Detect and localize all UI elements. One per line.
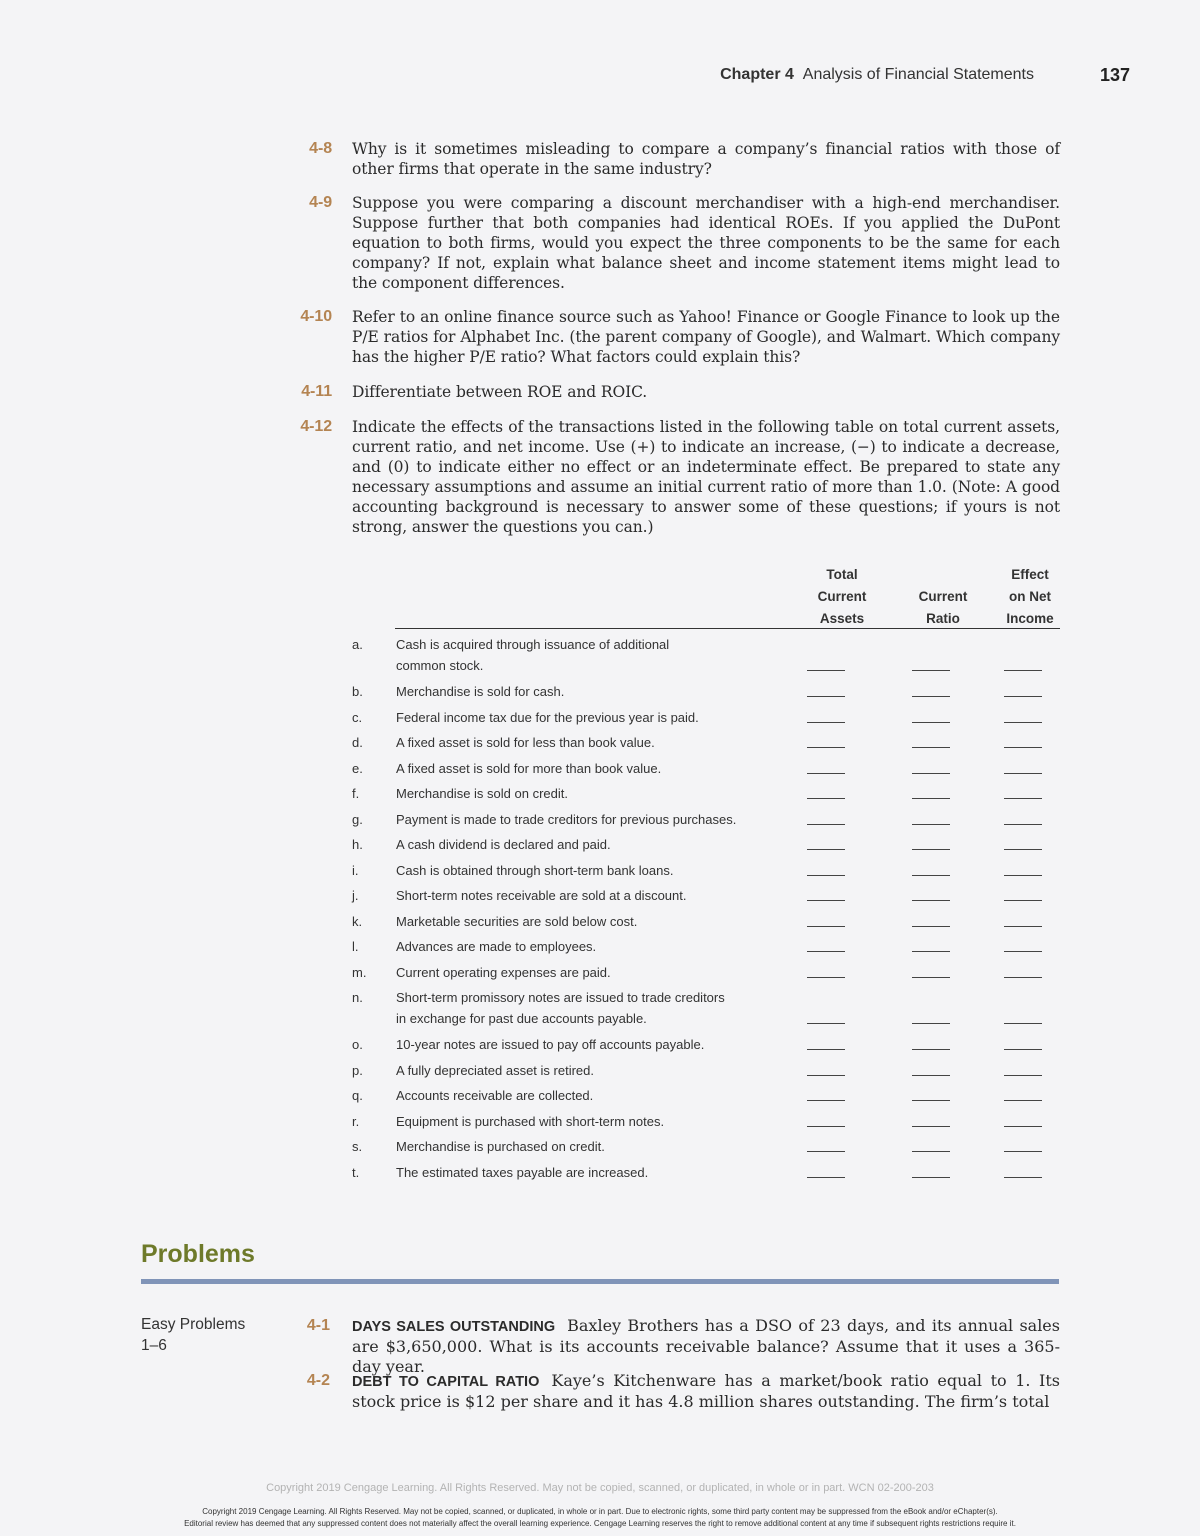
row-letter: k. xyxy=(352,913,363,929)
answer-blank-current-ratio[interactable] xyxy=(912,722,950,723)
answer-blank-current-assets[interactable] xyxy=(807,1049,845,1050)
answer-blank-current-ratio[interactable] xyxy=(912,747,950,748)
answer-blank-current-assets[interactable] xyxy=(807,951,845,952)
answer-blank-current-ratio[interactable] xyxy=(912,977,950,978)
question-number: 4-8 xyxy=(309,140,332,157)
row-description xyxy=(396,732,786,753)
answer-blank-current-assets[interactable] xyxy=(807,1075,845,1076)
answer-blank-current-assets[interactable] xyxy=(807,1151,845,1152)
answer-blank-net-income[interactable] xyxy=(1004,696,1042,697)
table-header-rule xyxy=(395,628,1060,629)
row-letter: e. xyxy=(352,760,363,776)
copyright-watermark: Copyright 2019 Cengage Learning. All Rights Reserved. May not be copied, scanned, or duplicated, in whole or in part. WCN 02-200-203 xyxy=(266,1482,934,1494)
answer-blank-current-ratio[interactable] xyxy=(912,773,950,774)
question-number: 4-11 xyxy=(301,383,332,400)
row-description xyxy=(396,783,786,804)
answer-blank-current-ratio[interactable] xyxy=(912,824,950,825)
easy-problems-label-line: Easy Problems xyxy=(141,1316,246,1333)
row-description-line: Advances are made to employees. xyxy=(396,939,597,954)
row-description-line: Merchandise is sold for cash. xyxy=(396,684,565,699)
answer-blank-current-assets[interactable] xyxy=(807,900,845,901)
row-letter: p. xyxy=(352,1062,363,1078)
answer-blank-current-ratio[interactable] xyxy=(912,875,950,876)
answer-blank-current-assets[interactable] xyxy=(807,1023,845,1024)
row-description-line: Short-term notes receivable are sold at a discount. xyxy=(396,888,687,903)
question-4-9 xyxy=(280,193,1060,293)
answer-blank-current-ratio[interactable] xyxy=(912,670,950,671)
row-description-line: Federal income tax due for the previous year is paid. xyxy=(396,709,699,725)
question-text: Differentiate between ROE and ROIC. xyxy=(352,383,648,401)
question-text: Suppose you were comparing a discount merchandiser with a high-end merchandiser. Suppose further that both companies had identical ROEs. If you applied the DuPont equation to both firms, would you expect the three components to be the same for each company? If not, explain what balance sheet and income statement items might lead to the component differences. xyxy=(352,194,1060,292)
problem-keyword: DEBT TO CAPITAL RATIO xyxy=(352,1374,540,1390)
row-description xyxy=(396,987,786,1029)
answer-blank-current-ratio[interactable] xyxy=(912,1100,950,1101)
column-header-line: Current xyxy=(817,589,867,604)
answer-blank-current-ratio[interactable] xyxy=(912,1075,950,1076)
answer-blank-current-assets[interactable] xyxy=(807,798,845,799)
question-4-11 xyxy=(280,382,1060,402)
column-header-line: Income xyxy=(1006,611,1054,626)
row-description xyxy=(396,758,786,779)
answer-blank-current-ratio[interactable] xyxy=(912,900,950,901)
column-header-line: Effect xyxy=(1011,567,1049,582)
answer-blank-net-income[interactable] xyxy=(1004,926,1042,927)
answer-blank-current-ratio[interactable] xyxy=(912,1049,950,1050)
easy-problems-range: 1–6 xyxy=(141,1337,167,1354)
answer-blank-current-ratio[interactable] xyxy=(912,1023,950,1024)
row-description-line: Merchandise is purchased on credit. xyxy=(396,1139,605,1154)
row-description xyxy=(396,962,786,983)
answer-blank-net-income[interactable] xyxy=(1004,1177,1042,1178)
answer-blank-current-ratio[interactable] xyxy=(912,696,950,697)
answer-blank-net-income[interactable] xyxy=(1004,773,1042,774)
row-description xyxy=(396,911,786,932)
answer-blank-net-income[interactable] xyxy=(1004,849,1042,850)
column-header-line: on Net xyxy=(1009,589,1051,604)
problem-text: Kaye’s Kitchenware has a market/book ratio equal to 1. Its stock price is $12 per share and it has 4.8 million shares outstanding. The firm’s total xyxy=(352,1371,1060,1411)
column-header-line: Assets xyxy=(819,611,865,626)
answer-blank-current-assets[interactable] xyxy=(807,773,845,774)
row-letter: g. xyxy=(352,811,363,827)
row-description xyxy=(396,1085,786,1106)
chapter-label: Chapter 4 xyxy=(720,66,794,83)
column-header-line xyxy=(893,564,993,586)
row-letter: o. xyxy=(352,1037,363,1052)
row-letter: j. xyxy=(352,888,359,903)
row-description xyxy=(396,834,786,855)
row-description-line: A cash dividend is declared and paid. xyxy=(396,837,611,852)
row-description xyxy=(396,809,786,830)
answer-blank-current-ratio[interactable] xyxy=(912,1126,950,1127)
answer-blank-net-income[interactable] xyxy=(1004,747,1042,748)
row-description xyxy=(396,1034,786,1055)
answer-blank-net-income[interactable] xyxy=(1004,900,1042,901)
answer-blank-current-assets[interactable] xyxy=(807,1126,845,1127)
row-letter: q. xyxy=(352,1088,363,1103)
row-description-line: Cash is obtained through short-term bank loans. xyxy=(396,862,674,878)
column-header-current-ratio xyxy=(893,564,993,630)
row-description-line: A fully depreciated asset is retired. xyxy=(396,1062,594,1078)
answer-blank-current-ratio[interactable] xyxy=(912,926,950,927)
row-description xyxy=(396,860,786,881)
row-letter: f. xyxy=(352,786,360,801)
row-letter: s. xyxy=(352,1139,363,1154)
answer-blank-net-income[interactable] xyxy=(1004,798,1042,799)
answer-blank-net-income[interactable] xyxy=(1004,1023,1042,1024)
answer-blank-current-assets[interactable] xyxy=(807,696,845,697)
answer-blank-net-income[interactable] xyxy=(1004,670,1042,671)
section-title-problems: Problems xyxy=(141,1240,255,1268)
answer-blank-net-income[interactable] xyxy=(1004,722,1042,723)
question-number: 4-12 xyxy=(300,418,332,435)
page-number: 137 xyxy=(1099,65,1130,85)
column-header-line: Total xyxy=(826,567,858,582)
chapter-title: Analysis of Financial Statements xyxy=(802,66,1034,83)
row-letter: m. xyxy=(352,964,367,980)
answer-blank-current-ratio[interactable] xyxy=(912,849,950,850)
row-letter: l. xyxy=(352,939,359,954)
answer-blank-current-assets[interactable] xyxy=(807,824,845,825)
answer-blank-current-assets[interactable] xyxy=(807,926,845,927)
row-description xyxy=(396,1111,786,1132)
problem-text: Baxley Brothers has a DSO of 23 days, and its annual sales are $3,650,000. What is its accounts receivable balance? Assume that it uses a 365-day year. xyxy=(352,1316,1060,1376)
problem-4-2 xyxy=(280,1371,1060,1412)
answer-blank-net-income[interactable] xyxy=(1004,1126,1042,1127)
question-text: Indicate the effects of the transactions listed in the following table on total current assets, current ratio, and net income. Use (+) to indicate an increase, (−) to indicate a decrease, and (0) to indicate either no effect or an indeterminate effect. Be prepared to state any necessary assumptions and assume an initial current ratio of more than 1.0. (Note: A good accounting background is necessary to answer some of these questions; if yours is not strong, answer the questions you can.) xyxy=(352,418,1060,536)
answer-blank-net-income[interactable] xyxy=(1004,1075,1042,1076)
column-header-line: Ratio xyxy=(926,611,960,626)
answer-blank-current-ratio[interactable] xyxy=(912,1151,950,1152)
answer-blank-current-assets[interactable] xyxy=(807,1177,845,1178)
copyright-notice: Copyright 2019 Cengage Learning. All Rights Reserved. May not be copied, scanned, or duplicated, in whole or in part. Due to electronic rights, some third party content may be suppressed from the eBook and/or eChapter(s). xyxy=(202,1507,998,1516)
answer-blank-current-assets[interactable] xyxy=(807,722,845,723)
problem-number: 4-1 xyxy=(306,1317,330,1334)
answer-blank-current-assets[interactable] xyxy=(807,849,845,850)
problem-keyword: DAYS SALES OUTSTANDING xyxy=(352,1319,556,1335)
question-text: Why is it sometimes misleading to compare a company’s financial ratios with those of other firms that operate in the same industry? xyxy=(352,140,1060,178)
running-header xyxy=(0,66,1200,90)
row-description xyxy=(396,1136,786,1157)
answer-blank-current-assets[interactable] xyxy=(807,977,845,978)
row-description xyxy=(396,1060,786,1081)
row-description-line: Equipment is purchased with short-term notes. xyxy=(396,1113,665,1129)
answer-blank-net-income[interactable] xyxy=(1004,875,1042,876)
answer-blank-net-income[interactable] xyxy=(1004,1049,1042,1050)
row-description-line: Short-term promissory notes are issued to trade creditors xyxy=(396,990,725,1005)
answer-blank-net-income[interactable] xyxy=(1004,1151,1042,1152)
easy-problems-label xyxy=(141,1314,245,1356)
row-description-line: The estimated taxes payable are increased. xyxy=(396,1164,649,1180)
row-description-line: in exchange for past due accounts payable. xyxy=(396,1011,647,1026)
row-description-line: 10-year notes are issued to pay off accounts payable. xyxy=(396,1037,705,1052)
row-description-line: Merchandise is sold on credit. xyxy=(396,786,568,801)
row-letter: h. xyxy=(352,837,363,852)
column-header-effect-on-net-income xyxy=(985,564,1075,630)
question-number: 4-10 xyxy=(300,308,332,325)
row-letter: t. xyxy=(352,1164,360,1180)
row-description xyxy=(396,681,786,702)
row-description-line: Marketable securities are sold below cost. xyxy=(396,913,638,929)
row-description-line: common stock. xyxy=(396,658,484,673)
problem-number: 4-2 xyxy=(306,1372,330,1389)
chapter-heading xyxy=(720,66,1034,84)
question-4-8 xyxy=(280,139,1060,179)
row-description-line: Accounts receivable are collected. xyxy=(396,1088,594,1103)
answer-blank-net-income[interactable] xyxy=(1004,1100,1042,1101)
row-letter: d. xyxy=(352,735,363,750)
row-letter: i. xyxy=(352,862,359,878)
row-letter: b. xyxy=(352,684,363,699)
column-header-total-current-assets xyxy=(792,564,892,630)
row-letter: r. xyxy=(352,1113,360,1129)
answer-blank-current-ratio[interactable] xyxy=(912,798,950,799)
row-letter: n. xyxy=(352,990,363,1005)
answer-blank-current-assets[interactable] xyxy=(807,747,845,748)
row-description xyxy=(396,707,786,728)
row-description xyxy=(396,634,786,676)
answer-blank-net-income[interactable] xyxy=(1004,951,1042,952)
row-description-line: Current operating expenses are paid. xyxy=(396,964,611,980)
problem-4-1 xyxy=(280,1316,1060,1377)
question-number: 4-9 xyxy=(309,194,332,211)
row-description-line: A fixed asset is sold for less than book value. xyxy=(396,735,655,750)
row-description xyxy=(396,885,786,906)
row-description-line: Cash is acquired through issuance of additional xyxy=(396,637,670,652)
question-4-12 xyxy=(280,417,1060,537)
row-letter: a. xyxy=(352,637,363,652)
row-description-line: Payment is made to trade creditors for previous purchases. xyxy=(396,811,737,827)
question-text: Refer to an online finance source such as Yahoo! Finance or Google Finance to look up the P/E ratios for Alphabet Inc. (the parent company of Google), and Walmart. Which company has the higher P/E ratio? What factors could explain this? xyxy=(352,308,1060,366)
answer-blank-current-ratio[interactable] xyxy=(912,951,950,952)
answer-blank-net-income[interactable] xyxy=(1004,824,1042,825)
row-letter: c. xyxy=(352,709,363,725)
editorial-notice: Editorial review has deemed that any suppressed content does not materially affect the overall learning experience. Cengage Learning reserves the right to remove additional content at any time if subsequent rights restrictions require it. xyxy=(184,1519,1016,1528)
question-4-10 xyxy=(280,307,1060,367)
answer-blank-current-assets[interactable] xyxy=(807,670,845,671)
answer-blank-current-assets[interactable] xyxy=(807,1100,845,1101)
answer-blank-net-income[interactable] xyxy=(1004,977,1042,978)
answer-blank-current-ratio[interactable] xyxy=(912,1177,950,1178)
row-description xyxy=(396,936,786,957)
row-description-line: A fixed asset is sold for more than book value. xyxy=(396,760,662,776)
column-header-line: Current xyxy=(918,589,968,604)
row-description xyxy=(396,1162,786,1183)
answer-blank-current-assets[interactable] xyxy=(807,875,845,876)
section-rule xyxy=(141,1279,1059,1284)
